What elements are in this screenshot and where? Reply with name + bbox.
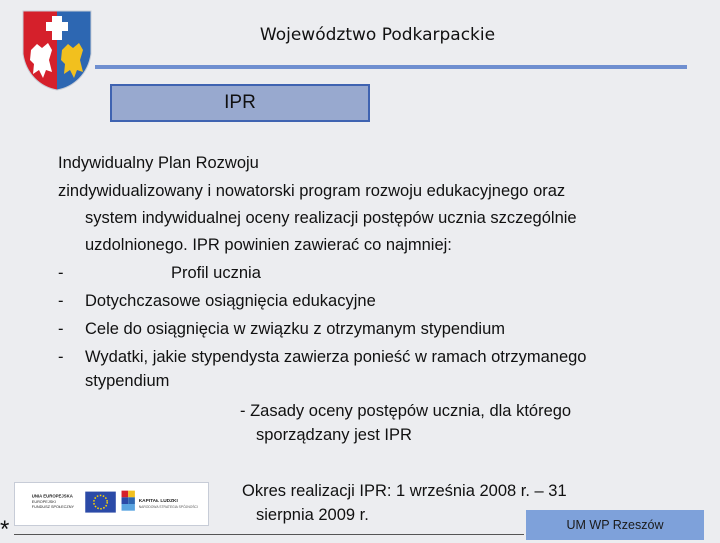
list-item-expenses-cont: stypendium bbox=[85, 372, 170, 390]
eu-text: EUROPEJSKI bbox=[31, 500, 56, 505]
content-heading: Indywidualny Plan Rozwoju bbox=[58, 154, 259, 172]
kl-text: KAPITAŁ LUDZKI bbox=[138, 499, 178, 505]
eu-flag-icon bbox=[85, 492, 116, 513]
page-title: Województwo Podkarpackie bbox=[259, 25, 496, 45]
list-dash: - bbox=[58, 320, 64, 338]
eu-text: UNIA EUROPEJSKA bbox=[31, 493, 73, 499]
list-item-profile: Profil ucznia bbox=[171, 264, 261, 282]
footer-label-box bbox=[526, 510, 704, 540]
list-item-achievements: Dotychczasowe osiągnięcia edukacyjne bbox=[85, 292, 376, 310]
ipr-badge-label: IPR bbox=[224, 92, 256, 113]
coat-of-arms-logo bbox=[22, 10, 92, 92]
period-text: Okres realizacji IPR: 1 września 2008 r. – 31 bbox=[242, 482, 567, 500]
footer-divider bbox=[14, 534, 524, 535]
ipr-badge bbox=[110, 84, 370, 122]
kl-text: NARODOWA STRATEGIA SPÓJNOŚCI bbox=[138, 504, 198, 509]
footer-label: UM WP Rzeszów bbox=[566, 518, 664, 532]
eu-funding-logos bbox=[14, 482, 209, 526]
list-item-expenses: Wydatki, jakie stypendysta zawierza ponieść w ramach otrzymanego bbox=[85, 348, 587, 366]
footnote-asterisk: * bbox=[0, 516, 10, 543]
list-dash: - bbox=[58, 264, 64, 282]
list-dash: - bbox=[58, 292, 64, 310]
intro-line: system indywidualnej oceny realizacji postępów ucznia szczególnie bbox=[85, 209, 577, 227]
eu-text: FUNDUSZ SPOŁECZNY bbox=[31, 504, 74, 509]
period-text-cont: sierpnia 2009 r. bbox=[256, 506, 369, 524]
list-item-goals: Cele do osiągnięcia w związku z otrzymanym stypendium bbox=[85, 320, 506, 338]
header-divider bbox=[95, 65, 687, 69]
list-dash: - bbox=[58, 348, 64, 366]
intro-line: zindywidualizowany i nowatorski program rozwoju edukacyjnego oraz bbox=[58, 182, 566, 200]
intro-line: uzdolnionego. IPR powinien zawierać co najmniej: bbox=[85, 236, 452, 254]
kapital-ludzki-icon bbox=[122, 491, 135, 511]
list-item-evaluation-cont: sporządzany jest IPR bbox=[256, 426, 412, 444]
list-item-evaluation: - Zasady oceny postępów ucznia, dla którego bbox=[240, 402, 572, 420]
